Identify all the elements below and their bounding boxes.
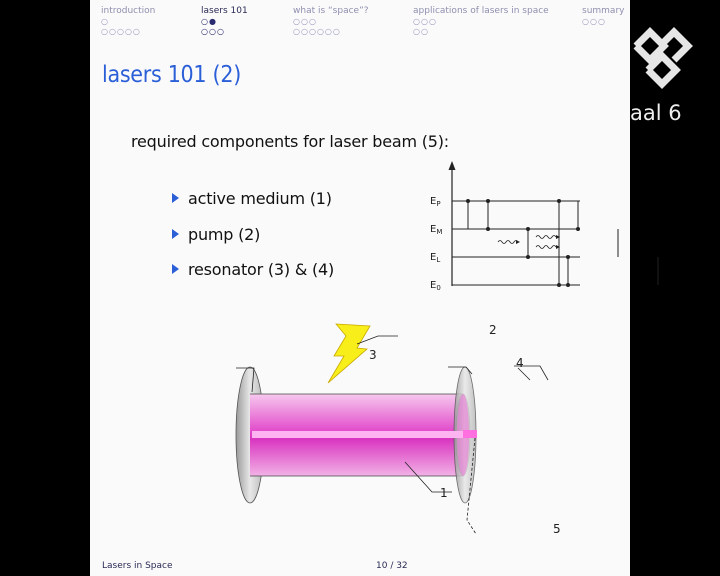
- nav-progress-dots: ○○○○○○: [293, 27, 341, 36]
- footer-presentation-title: Lasers in Space: [102, 561, 173, 571]
- bullet-text: pump (2): [188, 225, 261, 244]
- label-1-visible: 1: [440, 486, 448, 500]
- level-label-e0: $E_0$: [430, 280, 441, 292]
- nav-progress-dots: ○○: [413, 27, 429, 36]
- nav-section-summary[interactable]: [582, 6, 624, 27]
- level-label-ep: $E_P$: [430, 196, 441, 208]
- laser-beam: [252, 431, 477, 438]
- laser-beam-output: [463, 430, 477, 438]
- slide-intro-text: required components for laser beam (5):: [131, 132, 449, 151]
- nav-progress-dots: ○●: [201, 17, 217, 26]
- photon-arrow-icon: [556, 245, 560, 249]
- bullet-triangle-icon: [172, 193, 179, 203]
- transition-dot: [566, 283, 570, 287]
- level-label-el: $E_L$: [430, 252, 441, 264]
- photon-wave-icon: [536, 246, 556, 249]
- nav-section-label: lasers 101: [201, 6, 248, 16]
- bullet-triangle-icon: [172, 264, 179, 274]
- slide-title: lasers 101 (2): [102, 62, 241, 88]
- energy-transitions-overlay: [430, 158, 680, 298]
- bullet-text: active medium (1): [188, 189, 332, 208]
- label-3: 3: [369, 348, 377, 362]
- nav-progress-dots: ○○○○○: [101, 27, 141, 36]
- presentation-slide: [90, 0, 630, 576]
- nav-progress-dots: ○: [101, 17, 109, 26]
- nav-section-what-is-space[interactable]: [293, 6, 369, 37]
- photon-arrow-icon: [516, 240, 520, 244]
- pump-lightning-icon: [328, 324, 370, 383]
- bullet-text: resonator (3) & (4): [188, 260, 335, 279]
- section-navigation: [90, 0, 630, 44]
- label-4: 4: [516, 356, 524, 370]
- nav-section-lasers-101[interactable]: [201, 6, 248, 37]
- footer-page-number: 10 / 32: [376, 561, 408, 571]
- nav-section-applications[interactable]: [413, 6, 549, 37]
- nav-section-label: applications of lasers in space: [413, 6, 549, 16]
- nav-section-label: what is “space”?: [293, 6, 369, 16]
- photon-wave-icon: [536, 236, 556, 239]
- label-5: 5: [553, 522, 561, 536]
- level-label-em: $E_M$: [430, 224, 443, 236]
- bullet-item: [172, 260, 334, 279]
- transition-dot: [466, 199, 470, 203]
- bullet-item: [172, 189, 332, 208]
- nav-progress-dots: ○○○: [413, 17, 437, 26]
- photon-arrow-icon: [556, 235, 560, 239]
- label-2: 2: [489, 323, 497, 337]
- nav-section-label: introduction: [101, 6, 156, 16]
- nav-progress-dots: ○○○: [582, 17, 606, 26]
- bullet-triangle-icon: [172, 229, 179, 239]
- nav-progress-dots: ○○○: [201, 27, 225, 36]
- transition-dot: [486, 227, 490, 231]
- nav-progress-dots: ○○○: [293, 17, 317, 26]
- bullet-item: [172, 225, 260, 244]
- nav-section-introduction[interactable]: [101, 6, 155, 37]
- laser-resonator-diagram: [220, 310, 561, 546]
- photon-wave-icon: [498, 241, 518, 244]
- nav-section-label: summary: [582, 6, 625, 16]
- transition-dot: [526, 255, 530, 259]
- channel-logo-text: aal 6: [630, 101, 682, 125]
